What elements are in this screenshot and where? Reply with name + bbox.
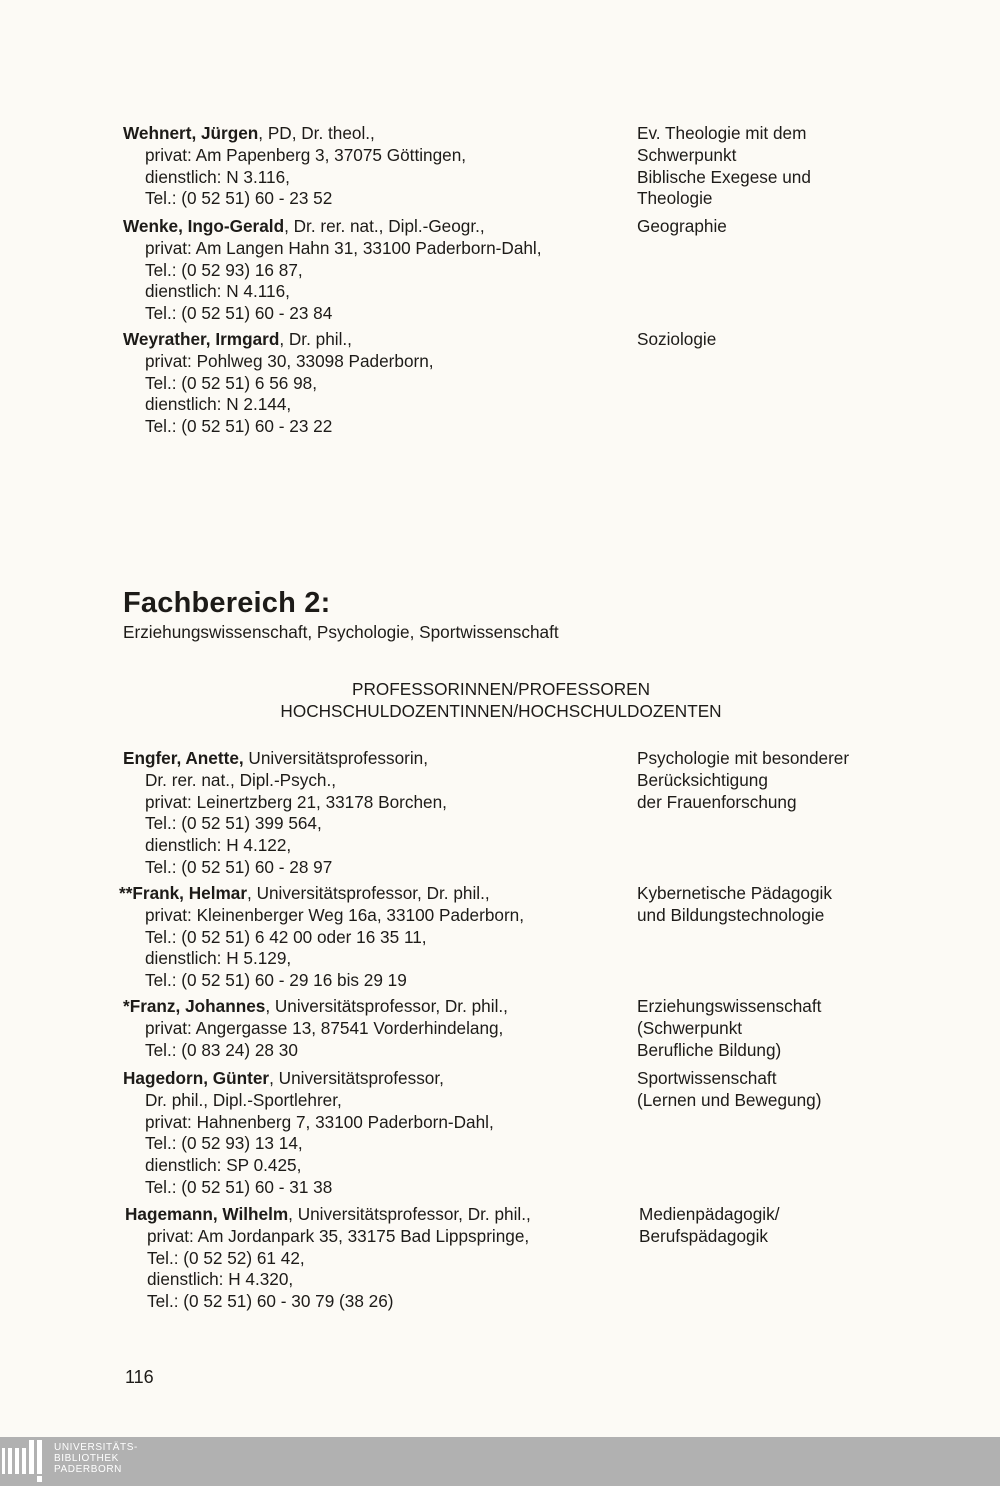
person-titles: , Universitätsprofessor, Dr. phil.,: [288, 1204, 531, 1224]
section-subtitle: Erziehungswissenschaft, Psychologie, Sportwissenschaft: [123, 622, 559, 642]
entry-header: [123, 1068, 623, 1090]
entry-line: Tel.: (0 52 51) 60 - 23 52: [145, 188, 333, 209]
entry-subject: [637, 216, 977, 238]
person-name: Engfer, Anette,: [123, 748, 244, 768]
entry-line: Tel.: (0 52 51) 60 - 23 22: [145, 416, 333, 437]
entry-line: dienstlich: N 2.144,: [145, 394, 292, 415]
entry-line: privat: Pohlweg 30, 33098 Paderborn,: [145, 350, 434, 371]
entry-line: Tel.: (0 52 52) 61 42,: [147, 1247, 305, 1268]
entry-line: dienstlich: H 5.129,: [145, 948, 292, 969]
entry-line: dienstlich: SP 0.425,: [145, 1155, 302, 1176]
entry-details: [123, 996, 623, 1061]
subject-line: Soziologie: [637, 329, 717, 349]
entry-details: [123, 748, 623, 879]
entry-subject: [639, 1204, 979, 1248]
subject-line: Schwerpunkt: [637, 144, 737, 165]
subject-line: Kybernetische Pädagogik: [637, 883, 832, 903]
logo-line: PADERBORN: [54, 1464, 123, 1475]
person-titles: Universitätsprofessorin,: [243, 748, 429, 768]
entry-line: Tel.: (0 52 51) 6 56 98,: [145, 372, 317, 393]
entry-line: dienstlich: N 4.116,: [145, 281, 290, 302]
logo-line: UNIVERSITÄTS-: [54, 1442, 138, 1453]
entry-header: [123, 329, 623, 351]
entry-details: [123, 1068, 623, 1199]
entry-line: Tel.: (0 52 51) 6 42 00 oder 16 35 11,: [145, 926, 427, 947]
entry-header: [123, 123, 623, 145]
entry-details: [125, 1204, 625, 1313]
library-logo-text: [54, 1442, 138, 1475]
entry-line: dienstlich: N 3.116,: [145, 166, 290, 187]
subject-line: (Schwerpunkt: [637, 1017, 743, 1038]
entry-details: [123, 123, 623, 210]
entry-line: privat: Leinertzberg 21, 33178 Borchen,: [145, 791, 447, 812]
entry-details: [119, 883, 619, 992]
entry-line: privat: Am Langen Hahn 31, 33100 Paderborn-Dahl,: [145, 237, 542, 258]
entry-header: [123, 996, 623, 1018]
subject-line: und Bildungstechnologie: [637, 904, 825, 925]
person-titles: , PD, Dr. theol.,: [258, 123, 375, 143]
person-titles: , Dr. phil.,: [279, 329, 352, 349]
subject-line: Erziehungswissenschaft: [637, 996, 822, 1016]
entry-details: [123, 216, 623, 325]
person-name: Weyrather, Irmgard: [123, 329, 280, 349]
section-title: Fachbereich 2:: [123, 587, 331, 619]
library-logo-icon: [2, 1438, 46, 1484]
entry-line: Dr. phil., Dipl.-Sportlehrer,: [145, 1089, 342, 1110]
entry-subject: [637, 123, 977, 210]
subject-line: Ev. Theologie mit dem: [637, 123, 807, 143]
entry-subject: [637, 748, 977, 813]
person-name: **Frank, Helmar: [119, 883, 248, 903]
person-titles: , Universitätsprofessor,: [269, 1068, 444, 1088]
subject-line: Theologie: [637, 188, 713, 209]
entry-line: Dr. rer. nat., Dipl.-Psych.,: [145, 769, 337, 790]
subject-line: Sportwissenschaft: [637, 1068, 777, 1088]
entry-line: dienstlich: H 4.320,: [147, 1269, 294, 1290]
entry-header: [125, 1204, 625, 1226]
person-name: Wehnert, Jürgen: [123, 123, 259, 143]
entry-header: [123, 216, 623, 238]
subject-line: Berufliche Bildung): [637, 1039, 782, 1060]
entry-line: privat: Kleinenberger Weg 16a, 33100 Paderborn,: [145, 904, 525, 925]
page-number: 116: [125, 1367, 154, 1387]
entry-details: [123, 329, 623, 438]
group-heading-line: PROFESSORINNEN/PROFESSOREN: [352, 679, 650, 699]
entry-header: [119, 883, 619, 905]
entry-line: Tel.: (0 52 93) 13 14,: [145, 1133, 303, 1154]
entry-line: Tel.: (0 52 51) 60 - 28 97: [145, 856, 333, 877]
person-name: Hagedorn, Günter: [123, 1068, 270, 1088]
subject-line: Berufspädagogik: [639, 1225, 768, 1246]
logo-line: BIBLIOTHEK: [54, 1453, 119, 1464]
entry-line: privat: Am Papenberg 3, 37075 Göttingen,: [145, 144, 467, 165]
entry-line: Tel.: (0 52 51) 60 - 23 84: [145, 303, 333, 324]
subject-line: der Frauenforschung: [637, 791, 797, 812]
entry-line: Tel.: (0 52 51) 60 - 30 79 (38 26): [147, 1291, 394, 1312]
entry-line: privat: Angergasse 13, 87541 Vorderhindelang,: [145, 1017, 504, 1038]
entry-subject: [637, 996, 977, 1061]
person-titles: , Dr. rer. nat., Dipl.-Geogr.,: [284, 216, 485, 236]
library-footer-bar: [0, 1437, 1000, 1486]
entry-line: Tel.: (0 52 51) 399 564,: [145, 813, 322, 834]
entry-line: privat: Am Jordanpark 35, 33175 Bad Lippspringe,: [147, 1225, 530, 1246]
entry-subject: [637, 1068, 977, 1112]
entry-subject: [637, 329, 977, 351]
subject-line: Berücksichtigung: [637, 769, 768, 790]
subject-line: Geographie: [637, 216, 727, 236]
person-name: Hagemann, Wilhelm: [125, 1204, 289, 1224]
person-titles: , Universitätsprofessor, Dr. phil.,: [247, 883, 490, 903]
entry-line: Tel.: (0 52 51) 60 - 31 38: [145, 1176, 333, 1197]
entry-header: [123, 748, 623, 770]
person-titles: , Universitätsprofessor, Dr. phil.,: [265, 996, 508, 1016]
subject-line: Psychologie mit besonderer: [637, 748, 850, 768]
group-heading-line: HOCHSCHULDOZENTINNEN/HOCHSCHULDOZENTEN: [280, 700, 722, 721]
subject-line: Biblische Exegese und: [637, 166, 811, 187]
entry-line: Tel.: (0 52 93) 16 87,: [145, 259, 303, 280]
person-name: Wenke, Ingo-Gerald: [123, 216, 285, 236]
entry-line: Tel.: (0 83 24) 28 30: [145, 1039, 298, 1060]
entry-line: dienstlich: H 4.122,: [145, 835, 292, 856]
group-heading: [0, 679, 1000, 723]
entry-subject: [637, 883, 977, 927]
subject-line: Medienpädagogik/: [639, 1204, 780, 1224]
entry-line: Tel.: (0 52 51) 60 - 29 16 bis 29 19: [145, 970, 407, 991]
person-name: *Franz, Johannes: [123, 996, 266, 1016]
entry-line: privat: Hahnenberg 7, 33100 Paderborn-Dahl,: [145, 1111, 494, 1132]
subject-line: (Lernen und Bewegung): [637, 1089, 822, 1110]
